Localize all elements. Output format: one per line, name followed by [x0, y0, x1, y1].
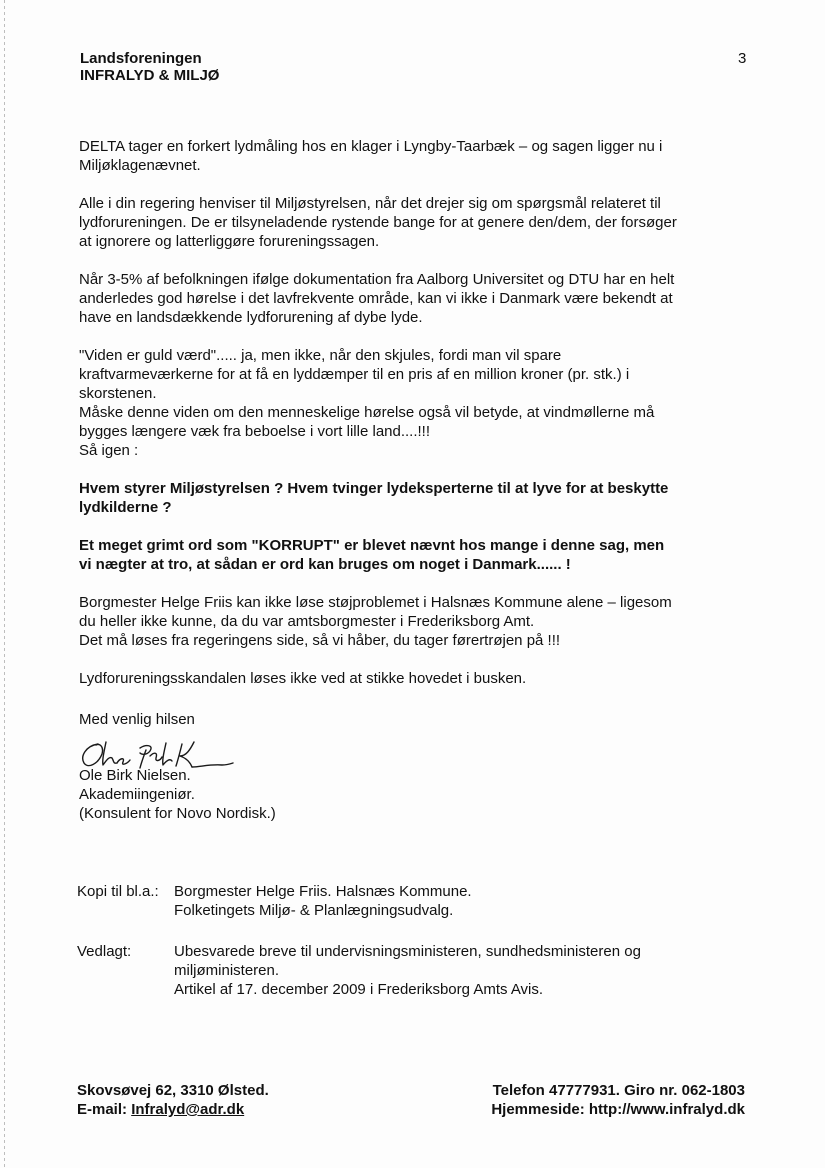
- text-line: Miljøklagenævnet.: [79, 157, 201, 174]
- text-line: Så igen :: [79, 442, 139, 459]
- footer-address-block: [77, 1081, 269, 1119]
- attachment-line-3: Artikel af 17. december 2009 i Frederiksborg Amts Avis.: [174, 981, 544, 998]
- org-name-line1: Landsforeningen: [80, 50, 202, 67]
- text-line: "Viden er guld værd"..... ja, men ikke, når den skjules, fordi man vil spare: [79, 347, 562, 364]
- footer-email-line: [77, 1100, 269, 1119]
- attachments: [77, 942, 641, 999]
- copy-row: [77, 882, 472, 920]
- attachments-values: [174, 942, 641, 999]
- attachment-line-2: miljøministeren.: [174, 962, 280, 979]
- org-name-line2: INFRALYD & MILJØ: [80, 67, 220, 84]
- copy-recipient-1: Borgmester Helge Friis. Halsnæs Kommune.: [174, 883, 472, 900]
- footer-phone: Telefon 47777931. Giro nr. 062-1803: [492, 1082, 745, 1099]
- footer-homepage[interactable]: Hjemmeside: http://www.infralyd.dk: [491, 1101, 745, 1118]
- paragraph-skandale: [79, 669, 759, 688]
- footer-contact-block: [491, 1081, 745, 1119]
- text-line: Et meget grimt ord som "KORRUPT" er blevet nævnt hos mange i denne sag, men: [79, 537, 665, 554]
- signatory-name: Ole Birk Nielsen.: [79, 767, 191, 784]
- email-link[interactable]: Infralyd@adr.dk: [131, 1101, 245, 1118]
- copy-recipients: [77, 882, 472, 920]
- scan-edge-line: [4, 0, 5, 1168]
- letterhead: [80, 50, 219, 84]
- text-line: Når 3-5% af befolkningen ifølge dokumentation fra Aalborg Universitet og DTU har en helt: [79, 271, 675, 288]
- text-line: Borgmester Helge Friis kan ikke løse støjproblemet i Halsnæs Kommune alene – ligesom: [79, 594, 672, 611]
- paragraph-befolkning: [79, 270, 759, 327]
- text-line: Måske denne viden om den menneskelige hørelse også vil betyde, at vindmøllerne må: [79, 404, 655, 421]
- signatory-block: [79, 766, 276, 823]
- paragraph-viden: [79, 346, 759, 460]
- attachments-row: [77, 942, 641, 999]
- attachment-line-1: Ubesvarede breve til undervisningsministeren, sundhedsministeren og: [174, 943, 641, 960]
- text-line: kraftvarmeværkerne for at få en lyddæmper til en pris af en million kroner (pr. stk.) i: [79, 366, 630, 383]
- copy-values: [174, 882, 472, 920]
- letter-body: [79, 137, 759, 688]
- text-line: Det må løses fra regeringens side, så vi håber, du tager førertrøjen på !!!: [79, 632, 561, 649]
- paragraph-korrupt-bold: [79, 536, 759, 574]
- paragraph-question-bold: [79, 479, 759, 517]
- text-line: bygges længere væk fra beboelse i vort lille land....!!!: [79, 423, 431, 440]
- paragraph-delta: [79, 137, 759, 175]
- text-line: Lydforureningsskandalen løses ikke ved at stikke hovedet i busken.: [79, 670, 527, 687]
- copy-label: Kopi til bl.a.:: [77, 883, 159, 900]
- text-line: skorstenen.: [79, 385, 157, 402]
- text-line: vi nægter at tro, at sådan er ord kan bruges om noget i Danmark...... !: [79, 556, 571, 573]
- text-line: lydkilderne ?: [79, 499, 172, 516]
- attachments-label: Vedlagt:: [77, 943, 132, 960]
- copy-recipient-2: Folketingets Miljø- & Planlægningsudvalg.: [174, 902, 454, 919]
- text-line: anderledes god hørelse i det lavfrekvente område, kan vi ikke i Danmark være bekendt at: [79, 290, 673, 307]
- paragraph-borgmester: [79, 593, 759, 650]
- text-line: Hvem styrer Miljøstyrelsen ? Hvem tvinger lydeksperterne til at lyve for at beskytte: [79, 480, 669, 497]
- email-label: E-mail:: [77, 1101, 128, 1118]
- text-line: at ignorere og latterliggøre forureningssagen.: [79, 233, 380, 250]
- signatory-title: Akademiingeniør.: [79, 786, 195, 803]
- closing-greeting: Med venlig hilsen: [79, 711, 195, 728]
- text-line: du heller ikke kunne, da du var amtsborgmester i Frederiksborg Amt.: [79, 613, 535, 630]
- text-line: Alle i din regering henviser til Miljøstyrelsen, når det drejer sig om spørgsmål relateret til: [79, 195, 661, 212]
- page-number: 3: [738, 50, 747, 67]
- signatory-role: (Konsulent for Novo Nordisk.): [79, 805, 276, 822]
- footer-address: Skovsøvej 62, 3310 Ølsted.: [77, 1082, 269, 1099]
- text-line: lydforureningen. De er tilsyneladende rystende bange for at genere den/dem, der forsøger: [79, 214, 677, 231]
- text-line: DELTA tager en forkert lydmåling hos en klager i Lyngby-Taarbæk – og sagen ligger nu i: [79, 138, 663, 155]
- paragraph-regering: [79, 194, 759, 251]
- text-line: have en landsdækkende lydforurening af dybe lyde.: [79, 309, 423, 326]
